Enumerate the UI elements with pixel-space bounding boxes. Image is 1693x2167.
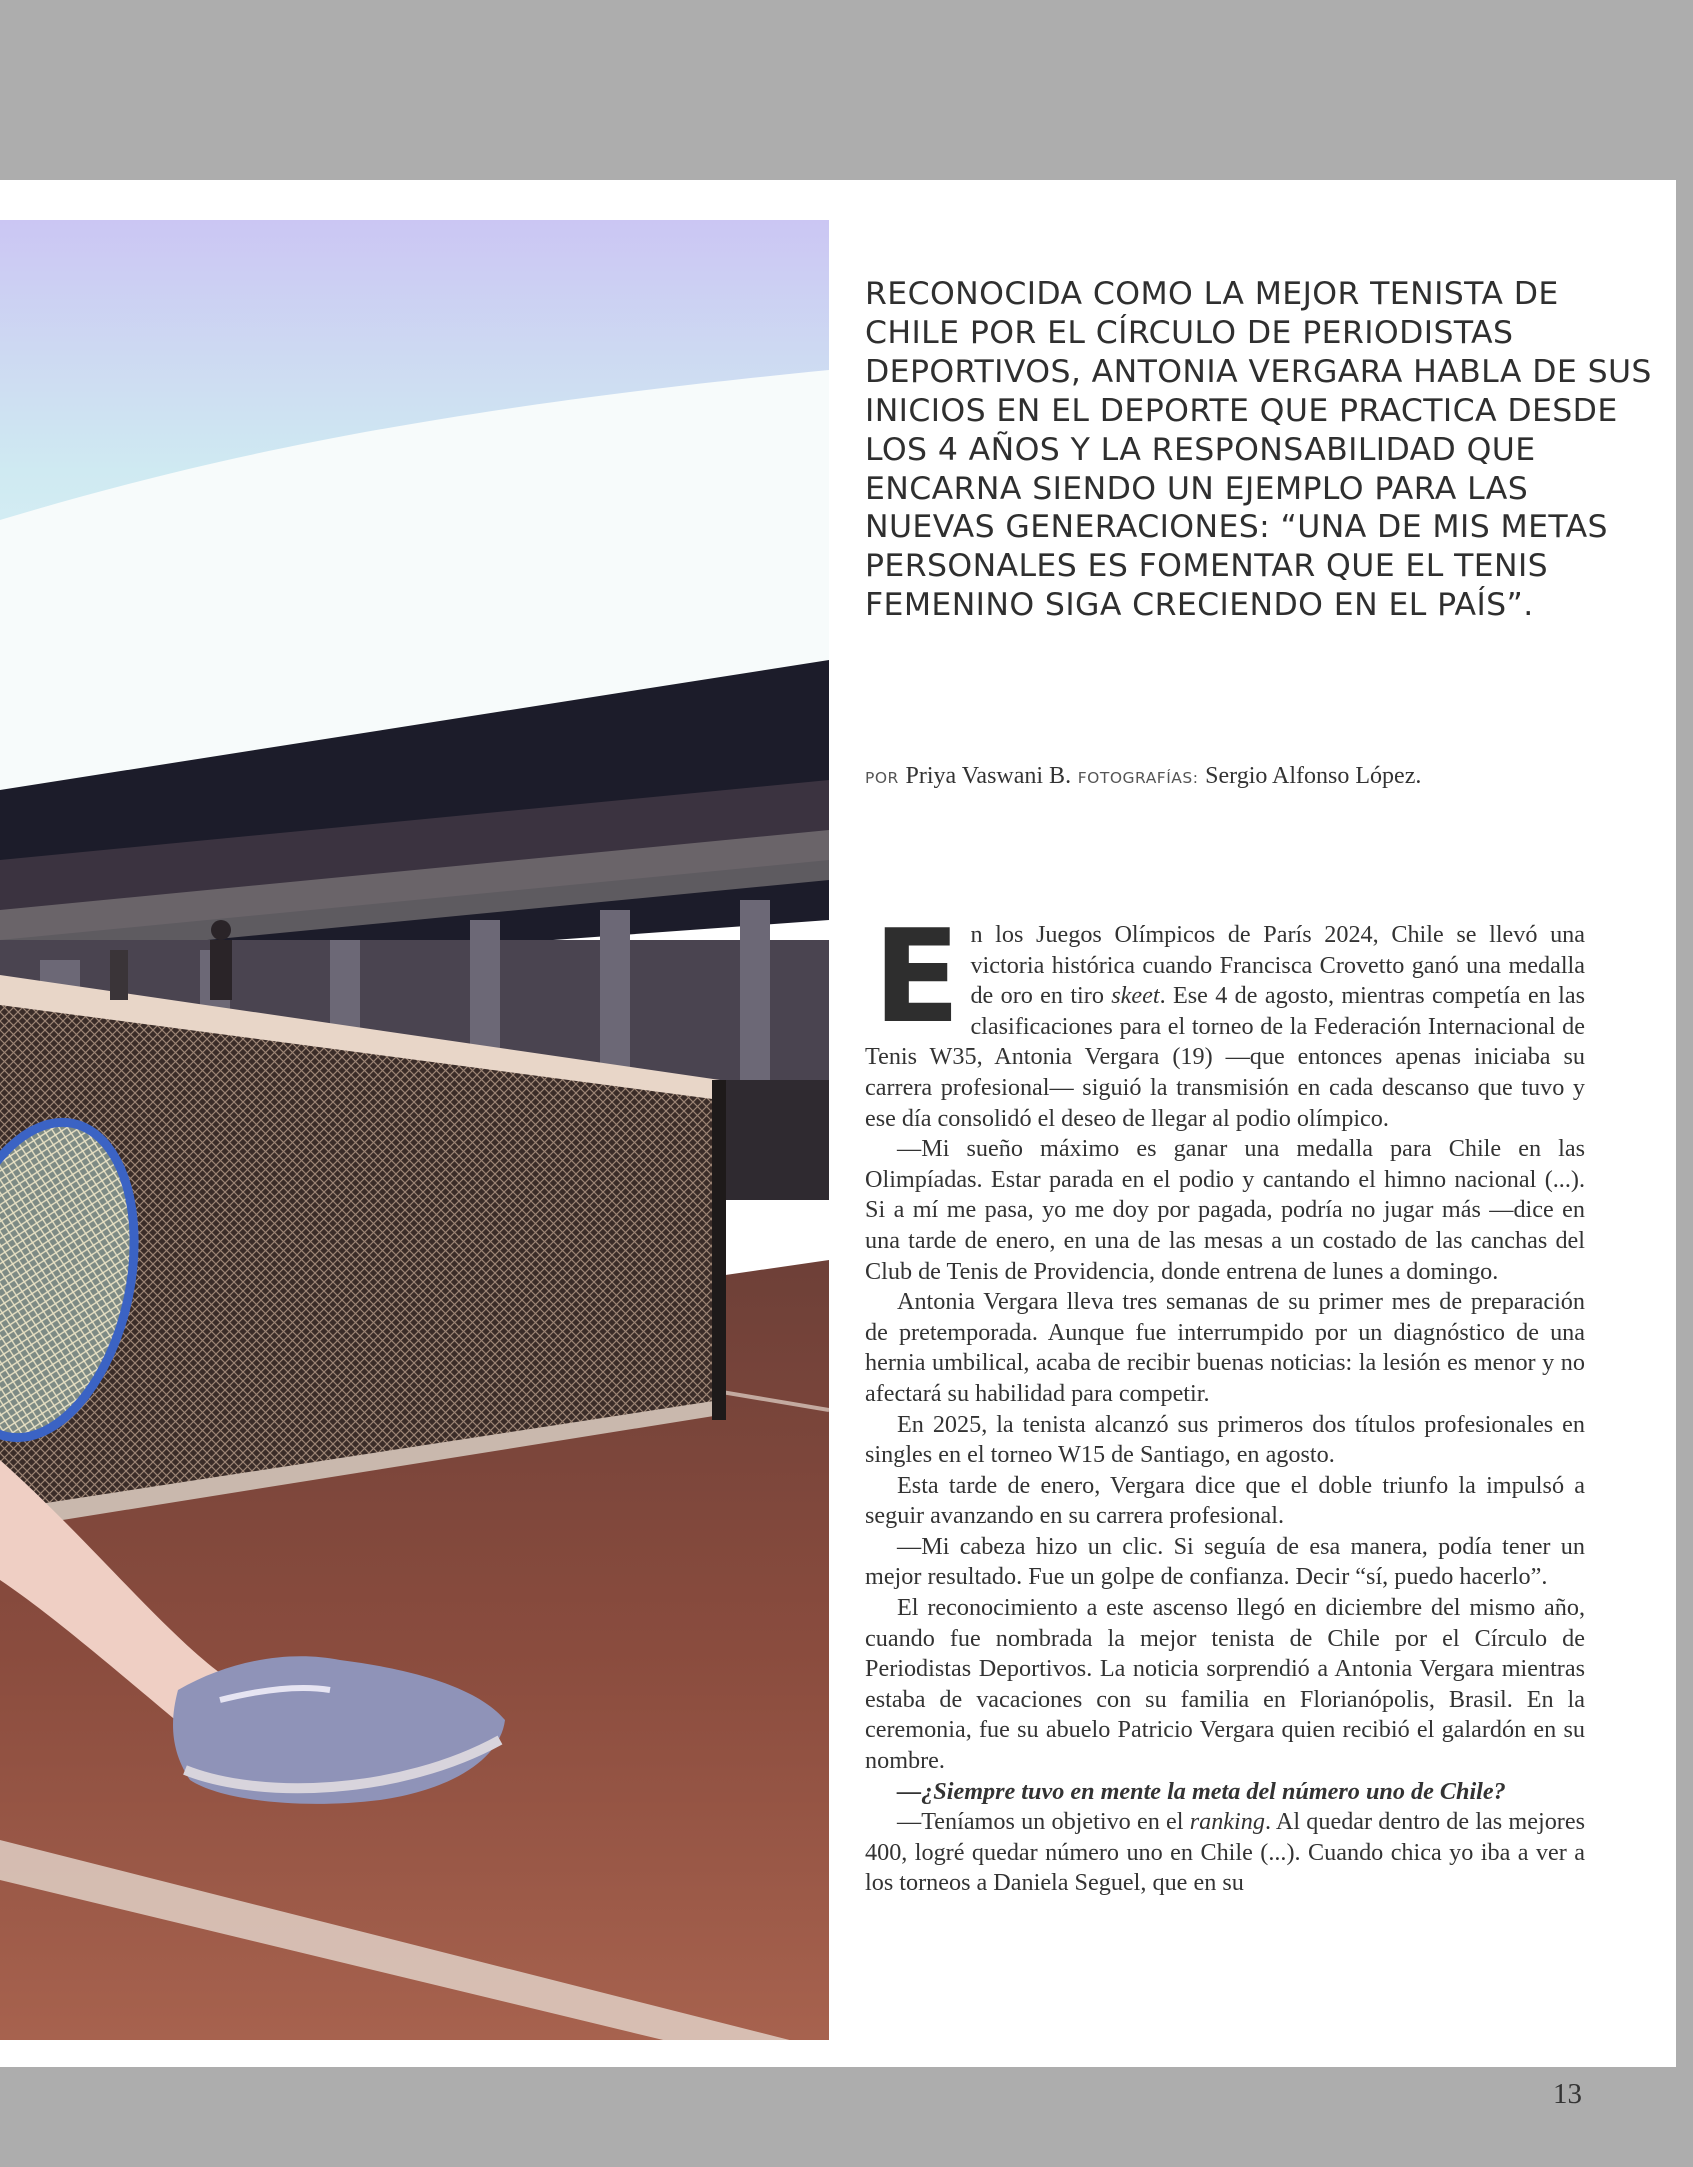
author-name: Priya Vaswani B. [905,763,1072,789]
drop-cap: E [873,903,961,1052]
paragraph: Antonia Vergara lleva tres semanas de su primer mes de preparación de pretemporada. Aunque fue interrumpido por un diagnóstico de una hernia umbilical, acaba de recibir buenas noticias: la lesión es menor y no afectará su habilidad para competir. [865,1288,1585,1407]
article-headline: RECONOCIDA COMO LA MEJOR TENISTA DE CHILE POR EL CÍRCULO DE PERIODISTAS DEPORTIVOS, ANTONIA VERGARA HABLA DE SUS INICIOS EN EL DEPORTE QUE PRACTICA DESDE LOS 4 AÑOS Y LA RESPONSABILIDAD QUE ENCARNA SIENDO UN EJEMPLO PARA LAS NUEVAS GENERACIONES: “UNA DE MIS METAS PERSONALES ES FOMENTAR QUE EL TENIS FEMENINO SIGA CRECIENDO EN EL PAÍS”. [865,276,1652,624]
interview-question: —¿Siempre tuvo en mente la meta del número uno de Chile? [897,1777,1506,1805]
tennis-court-photo [0,220,829,2040]
article-credits [865,763,1655,790]
article-body [865,903,1586,1899]
photo-illustration [0,220,829,2040]
byline-label: POR [865,769,899,787]
paragraph: —Mi cabeza hizo un clic. Si seguía de esa manera, podía tener un mejor resultado. Fue un golpe de confianza. Decir “sí, puedo hacerlo”. [865,1532,1585,1591]
paragraph: Esta tarde de enero, Vergara dice que el doble triunfo la impulsó a seguir avanzando en su carrera profesional. [865,1471,1585,1530]
photo-credit-label: FOTOGRAFÍAS: [1077,769,1199,787]
emphasis: ranking [1189,1808,1265,1836]
paragraph: En 2025, la tenista alcanzó sus primeros dos títulos profesionales en singles en el torneo W15 de Santiago, en agosto. [865,1410,1585,1469]
paragraph: El reconocimiento a este ascenso llegó en diciembre del mismo año, cuando fue nombrada la mejor tenista de Chile por el Círculo de Periodistas Deportivos. La noticia sorprendió a Antonia Vergara mientras estaba de vacaciones con su familia en Florianópolis, Brasil. En la ceremonia, fue su abuelo Patricio Vergara quien recibió el galardón en su nombre. [865,1594,1585,1775]
paragraph-text: . Al quedar dentro de las mejores 400, logré quedar número uno en Chile (...). Cuando chica yo iba a ver a los torneos a Daniela Seguel, que en su [865,1808,1586,1897]
paragraph [865,1807,1585,1899]
emphasis: skeet [1111,982,1160,1010]
page-number: 13 [1553,2078,1582,2110]
paragraph-text: . Ese 4 de agosto, mientras competía en las clasificaciones para el torneo de la Federación Internacional de Tenis W35, Antonia Vergara (19) —que entonces apenas iniciaba su carrera profesional— siguió la transmisión en cada descanso que tuvo y ese día consolidó el deseo de llegar al podio olímpico. [865,982,1585,1132]
paragraph-text: —Teníamos un objetivo en el [897,1808,1190,1836]
paragraph [865,903,1585,1134]
paragraph-text: n los Juegos Olímpicos de París 2024, Chile se llevó una victoria histórica cuando Francisca Crovetto ganó una medalla de oro en tiro [970,921,1585,1010]
magazine-page [0,180,1676,2067]
photographer-name: Sergio Alfonso López. [1205,763,1422,789]
paragraph: —Mi sueño máximo es ganar una medalla para Chile en las Olimpíadas. Estar parada en el podio y cantando el himno nacional (...). Si a mí me pasa, yo me doy por pagada, podría no jugar más —dice en una tarde de enero, en una de las mesas a un costado de las canchas del Club de Tenis de Providencia, donde entrena de lunes a domingo. [865,1135,1585,1285]
